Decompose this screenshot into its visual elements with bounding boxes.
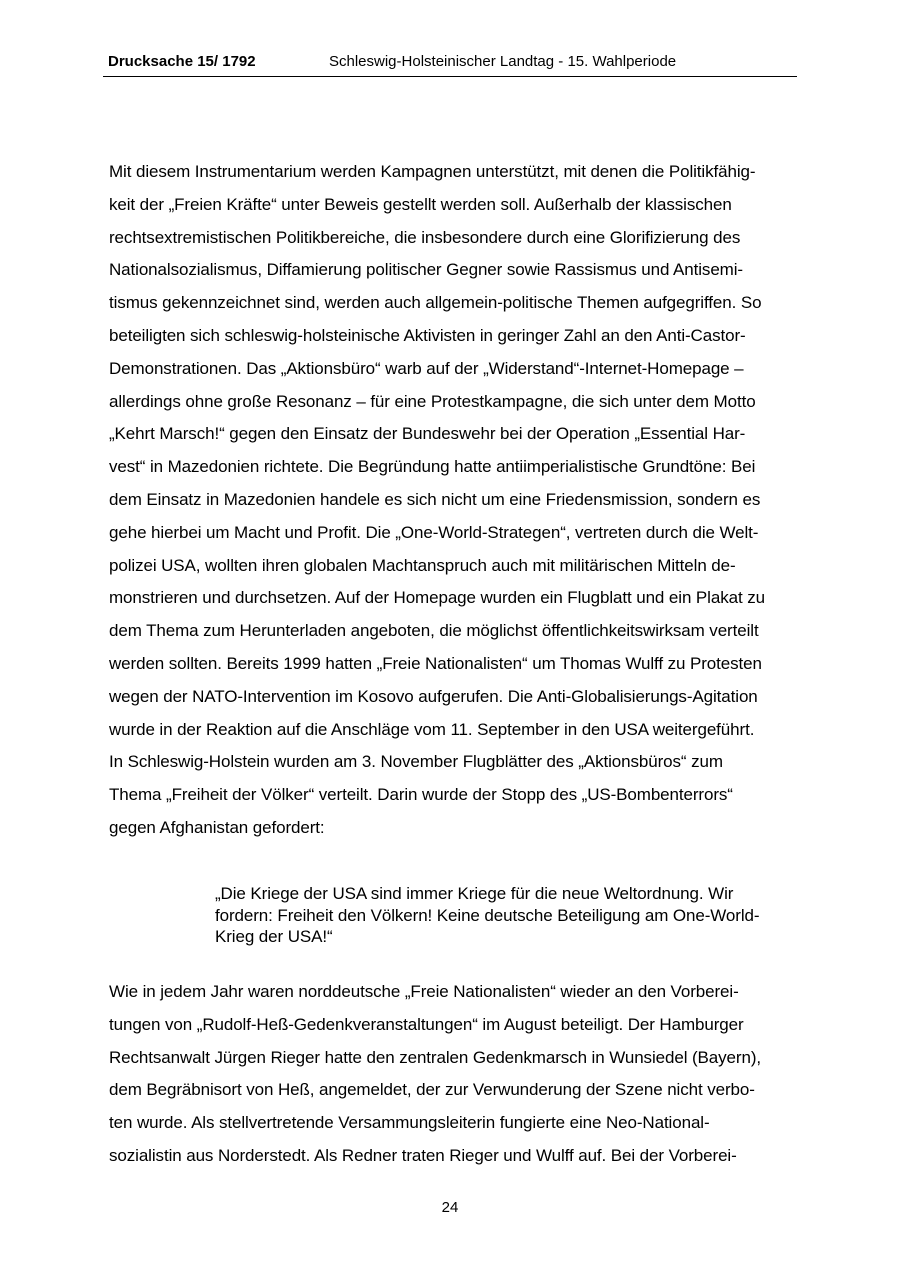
text-line: „Kehrt Marsch!“ gegen den Einsatz der Bundeswehr bei der Operation „Essential Har-: [109, 424, 746, 444]
text-line: vest“ in Mazedonien richtete. Die Begründung hatte antiimperialistische Grundtöne: Bei: [109, 457, 756, 477]
text-line: rechtsextremistischen Politikbereiche, die insbesondere durch eine Glorifizierung des: [109, 227, 741, 247]
text-line: beteiligten sich schleswig-holsteinische Aktivisten in geringer Zahl an den Anti-Castor-: [109, 325, 746, 345]
text-line: dem Begräbnisort von Heß, angemeldet, der zur Verwunderung der Szene nicht verbo-: [109, 1080, 755, 1100]
text-line: gegen Afghanistan gefordert:: [109, 817, 325, 837]
document-number: Drucksache 15/ 1792: [108, 53, 256, 70]
text-line: Demonstrationen. Das „Aktionsbüro“ warb auf der „Widerstand“-Internet-Homepage –: [109, 358, 744, 378]
text-line: Rechtsanwalt Jürgen Rieger hatte den zentralen Gedenkmarsch in Wunsiedel (Bayern),: [109, 1047, 762, 1067]
text-line: allerdings ohne große Resonanz – für eine Protestkampagne, die sich unter dem Motto: [109, 391, 756, 411]
parliament-title: Schleswig-Holsteinischer Landtag - 15. Wahlperiode: [329, 53, 677, 70]
quote-line: fordern: Freiheit den Völkern! Keine deutsche Beteiligung am One-World-: [215, 905, 760, 925]
text-line: tungen von „Rudolf-Heß-Gedenkveranstaltungen“ im August beteiligt. Der Hamburger: [109, 1014, 744, 1034]
text-line: dem Einsatz in Mazedonien handele es sich nicht um eine Friedensmission, sondern es: [109, 489, 761, 509]
text-line: ten wurde. Als stellvertretende Versammungsleiterin fungierte eine Neo-National-: [109, 1113, 710, 1133]
text-line: Wie in jedem Jahr waren norddeutsche „Freie Nationalisten“ wieder an den Vorberei-: [109, 982, 739, 1001]
text-line: sozialistin aus Norderstedt. Als Redner traten Rieger und Wulff auf. Bei der Vorberei-: [109, 1145, 737, 1165]
text-line: polizei USA, wollten ihren globalen Machtanspruch auch mit militärischen Mitteln de-: [109, 555, 736, 575]
body-paragraph-1: [109, 156, 797, 845]
text-line: tismus gekennzeichnet sind, werden auch allgemein-politische Themen aufgegriffen. So: [109, 293, 762, 313]
text-line: wegen der NATO-Intervention im Kosovo aufgerufen. Die Anti-Globalisierungs-Agitation: [109, 686, 758, 706]
page-header: [103, 52, 797, 77]
text-line: dem Thema zum Herunterladen angeboten, die möglichst öffentlichkeitswirksam verteilt: [109, 621, 759, 641]
text-line: keit der „Freien Kräfte“ unter Beweis gestellt werden soll. Außerhalb der klassischen: [109, 194, 732, 214]
block-quote: [215, 883, 800, 948]
text-line: monstrieren und durchsetzen. Auf der Homepage wurden ein Flugblatt und ein Plakat zu: [109, 588, 765, 608]
text-line: Nationalsozialismus, Diffamierung politischer Gegner sowie Rassismus und Antisemi-: [109, 260, 743, 280]
text-line: werden sollten. Bereits 1999 hatten „Freie Nationalisten“ um Thomas Wulff zu Protesten: [109, 653, 762, 673]
quote-line: „Die Kriege der USA sind immer Kriege für die neue Weltordnung. Wir: [215, 884, 734, 903]
body-paragraph-2: [109, 976, 797, 1173]
page-number: 24: [441, 1199, 459, 1216]
text-line: In Schleswig-Holstein wurden am 3. November Flugblätter des „Aktionsbüros“ zum: [109, 752, 723, 772]
quote-line: Krieg der USA!“: [215, 927, 333, 946]
text-line: wurde in der Reaktion auf die Anschläge vom 11. September in den USA weitergeführt.: [109, 719, 755, 739]
text-line: Mit diesem Instrumentarium werden Kampagnen unterstützt, mit denen die Politikfähig-: [109, 162, 756, 181]
text-line: Thema „Freiheit der Völker“ verteilt. Darin wurde der Stopp des „US-Bombenterrors“: [109, 785, 733, 805]
text-line: gehe hierbei um Macht und Profit. Die „One-World-Strategen“, vertreten durch die Welt-: [109, 522, 759, 542]
